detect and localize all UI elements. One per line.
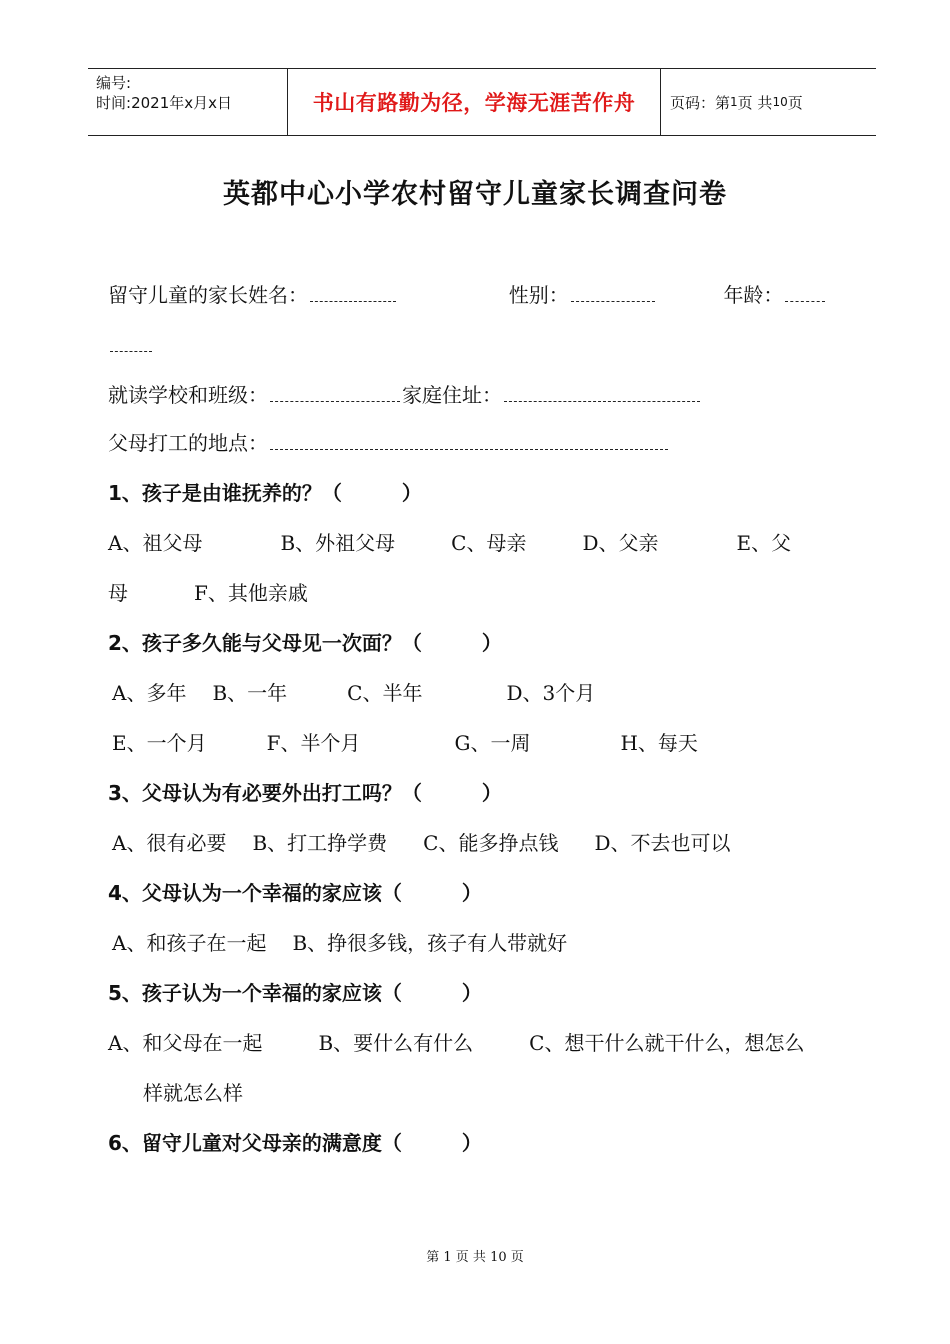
q1-option-e-continued: 母 — [108, 581, 128, 605]
page-number: 1 — [730, 95, 738, 109]
q2-option-d[interactable]: D、3个月 — [506, 681, 596, 705]
q3-option-a[interactable]: A、很有必要 — [112, 831, 227, 855]
footer-page-total: 10 — [490, 1250, 507, 1265]
age-blank[interactable] — [785, 287, 825, 302]
info-row-3 — [108, 429, 670, 457]
q2-option-a[interactable]: A、多年 — [112, 681, 187, 705]
q5-option-c-continued: 样就怎么样 — [143, 1081, 243, 1105]
q2-option-h[interactable]: H、每天 — [620, 731, 698, 755]
q3-options-row — [112, 829, 731, 857]
q3-option-b[interactable]: B、打工挣学费 — [252, 831, 388, 855]
q3-option-c[interactable]: C、能多挣点钱 — [423, 831, 559, 855]
q2-options-row-2 — [112, 729, 698, 757]
age-blank-continued[interactable] — [110, 337, 152, 352]
q1-option-b[interactable]: B、外祖父母 — [280, 531, 396, 555]
footer-pre: 第 — [426, 1250, 440, 1265]
info-row-2 — [108, 381, 702, 409]
document-header — [88, 68, 876, 136]
question-2: 2、孩子多久能与父母见一次面？（ ） — [108, 631, 502, 655]
page-mid: 页 共 — [737, 93, 773, 112]
time-label: 时间: — [96, 94, 132, 112]
q1-option-d[interactable]: D、父亲 — [582, 531, 659, 555]
page-label: 页码：第 — [670, 93, 731, 112]
footer-mid: 页 共 — [455, 1250, 486, 1265]
time-value: 2021年x月x日 — [131, 94, 232, 112]
gender-blank[interactable] — [571, 287, 655, 302]
q2-option-c[interactable]: C、半年 — [347, 681, 423, 705]
parent-name-label: 留守儿童的家长姓名： — [108, 283, 308, 307]
question-6: 6、留守儿童对父母亲的满意度（ ） — [108, 1131, 482, 1155]
work-place-label: 父母打工的地点： — [108, 431, 268, 455]
work-place-blank[interactable] — [270, 435, 668, 450]
q3-option-d[interactable]: D、不去也可以 — [594, 831, 731, 855]
header-motto-cell — [287, 69, 661, 135]
question-1: 1、孩子是由谁抚养的？（ ） — [108, 481, 422, 505]
q1-option-e[interactable]: E、父 — [736, 531, 792, 555]
page-end: 页 — [787, 93, 803, 112]
q5-option-b[interactable]: B、要什么有什么 — [318, 1031, 474, 1055]
header-meta — [88, 69, 287, 135]
q2-option-b[interactable]: B、一年 — [212, 681, 288, 705]
age-label: 年龄： — [723, 283, 784, 307]
q1-option-a[interactable]: A、祖父母 — [108, 531, 203, 555]
footer-post: 页 — [510, 1250, 524, 1265]
info-row-1 — [108, 281, 827, 309]
q5-option-c[interactable]: C、想干什么就干什么，想怎么 — [529, 1031, 805, 1055]
q1-option-c[interactable]: C、母亲 — [451, 531, 527, 555]
gender-label: 性别： — [508, 283, 569, 307]
q1-options-row-2 — [108, 579, 308, 607]
question-5: 5、孩子认为一个幸福的家应该（ ） — [108, 981, 482, 1005]
q2-options-row-1 — [112, 679, 595, 707]
question-4: 4、父母认为一个幸福的家应该（ ） — [108, 881, 482, 905]
q1-options-row-1 — [108, 529, 791, 557]
header-page-cell — [661, 69, 876, 135]
info-row-1-cont — [108, 331, 154, 359]
q5-options-row-1 — [108, 1029, 804, 1057]
page-total: 10 — [772, 95, 788, 109]
school-class-label: 就读学校和班级： — [108, 383, 268, 407]
motto-text: 书山有路勤为径，学海无涯苦作舟 — [312, 91, 636, 115]
parent-name-blank[interactable] — [310, 287, 396, 302]
q2-option-g[interactable]: G、一周 — [454, 731, 531, 755]
q5-option-a[interactable]: A、和父母在一起 — [108, 1031, 263, 1055]
page-footer — [0, 1246, 950, 1265]
time-line — [96, 93, 287, 113]
footer-page-number: 1 — [443, 1250, 452, 1265]
school-class-blank[interactable] — [270, 387, 400, 402]
page-title: 英都中心小学农村留守儿童家长调查问卷 — [223, 179, 727, 210]
question-3: 3、父母认为有必要外出打工吗？（ ） — [108, 781, 502, 805]
serial-label: 编号: — [96, 74, 132, 92]
address-blank[interactable] — [504, 387, 700, 402]
q2-option-f[interactable]: F、半个月 — [266, 731, 361, 755]
q4-options-row — [112, 929, 567, 957]
address-label: 家庭住址： — [402, 383, 502, 407]
q1-option-f[interactable]: F、其他亲戚 — [194, 581, 308, 605]
q2-option-e[interactable]: E、一个月 — [112, 731, 207, 755]
q5-options-row-2 — [143, 1079, 243, 1107]
q4-option-b[interactable]: B、挣很多钱，孩子有人带就好 — [292, 931, 568, 955]
q4-option-a[interactable]: A、和孩子在一起 — [112, 931, 267, 955]
